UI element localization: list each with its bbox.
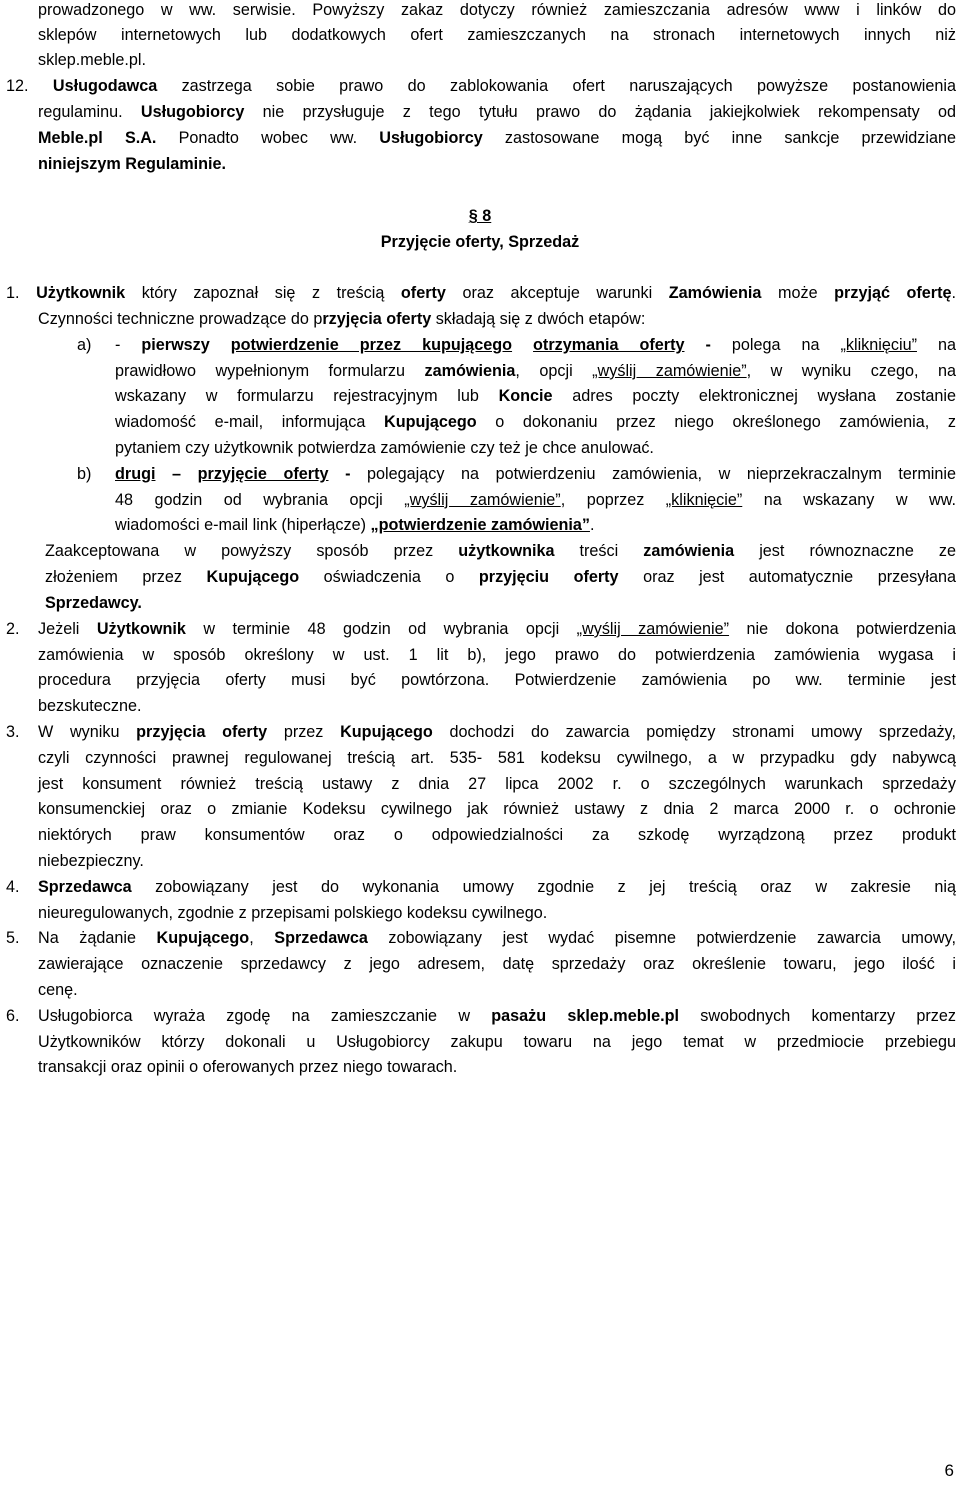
text-run: 12.	[6, 77, 53, 95]
bold-text-run: Sprzedawca	[38, 878, 132, 896]
text-line	[38, 1003, 956, 1029]
text-line	[38, 22, 956, 48]
bold-text-run: oferty	[400, 284, 446, 302]
text-run: wskazany w formularzu rejestracyjnym lub	[115, 387, 499, 405]
list-label	[77, 461, 91, 487]
text-run: .	[589, 516, 595, 534]
bold-text-run: zamówienia	[643, 542, 735, 560]
text-run: o dokonaniu przez niego określonego zamówienia, z	[476, 413, 956, 431]
text-run: swobodnych komentarzy przez	[678, 1007, 956, 1025]
list-number	[6, 925, 20, 951]
text-run: zamówienia w sposób określony w ust. 1 lit b), jego prawo do potwierdzenia zamówienia wygasa i	[38, 646, 956, 664]
bold-text-run: Koncie	[498, 387, 553, 405]
bold-text-run: -	[684, 336, 732, 354]
text-line	[38, 667, 956, 693]
bold-text-run: Użytkownik	[36, 284, 126, 302]
text-run: , poprzez	[560, 491, 666, 509]
text-line	[115, 332, 956, 358]
section-title	[0, 229, 960, 255]
text-line	[38, 99, 956, 125]
text-run: , opcji	[515, 362, 593, 380]
bold-text-run: Usługodawca	[52, 77, 158, 95]
text-run: złożeniem przez	[45, 568, 207, 586]
text-run: składają się z dwóch etapów:	[431, 310, 646, 328]
text-line	[38, 796, 956, 822]
text-line	[45, 564, 956, 590]
text-run: Użytkowników którzy dokonali u Usługobiorcy zakupu towaru na jego temat w przedmiocie przebiegu	[38, 1033, 956, 1051]
text-run: „kliknięcie”	[665, 491, 743, 509]
bold-text-run: Użytkownik	[96, 620, 186, 638]
bold-text-run: § 8	[468, 207, 492, 225]
section-number	[0, 203, 960, 229]
bold-text-run: Kupującego	[206, 568, 300, 586]
text-run: ,	[249, 929, 275, 947]
bold-text-run: przyjęcia oferty	[136, 723, 268, 741]
text-run: oraz akceptuje warunki	[445, 284, 669, 302]
bold-text-run: Kupującego	[384, 413, 477, 431]
text-run: może	[761, 284, 835, 302]
bold-text-run: Kupującego	[340, 723, 433, 741]
text-run	[512, 336, 533, 354]
list-number	[6, 616, 20, 642]
text-run: 3.	[6, 723, 20, 741]
text-run: „wyślij zamówienie”	[404, 491, 561, 509]
text-line	[38, 822, 956, 848]
text-line	[115, 435, 654, 461]
text-line	[115, 358, 956, 384]
text-line	[38, 47, 146, 73]
text-run: .	[951, 284, 956, 302]
text-line	[6, 280, 956, 306]
text-run: oraz jest automatycznie przesyłana	[618, 568, 956, 586]
text-run: Usługobiorca wyraża zgodę na zamieszczanie w	[38, 1007, 492, 1025]
bold-text-run: Zamówienia	[668, 284, 762, 302]
text-run: a)	[77, 336, 92, 354]
text-line	[38, 151, 226, 177]
bold-text-run: pasażu sklep.meble.pl	[491, 1007, 679, 1025]
text-run: wiadomości e-mail link (hiperłącze)	[115, 516, 371, 534]
text-line	[115, 383, 956, 409]
bold-text-run: -	[328, 465, 368, 483]
bold-text-run: Usługobiorcy	[379, 129, 483, 147]
text-line	[38, 771, 956, 797]
text-run: 5.	[6, 929, 20, 947]
bold-text-run: rzyjęcia oferty	[322, 310, 432, 328]
text-run: 48 godzin od wybrania opcji	[115, 491, 405, 509]
text-run: 1.	[6, 284, 37, 302]
text-run: regulaminu.	[38, 103, 141, 121]
bold-text-run: otrzymania oferty	[533, 336, 685, 354]
text-run: transakcji oraz opinii o oferowanych przez niego towarach.	[38, 1058, 458, 1076]
text-line	[38, 1054, 457, 1080]
text-run	[210, 336, 231, 354]
text-line	[115, 409, 956, 435]
text-line	[38, 900, 547, 926]
text-line	[6, 73, 956, 99]
list-number	[6, 719, 20, 745]
bold-text-run: drugi	[115, 465, 156, 483]
page-number: 6	[944, 1461, 954, 1480]
text-line	[38, 951, 956, 977]
text-run: Jeżeli	[38, 620, 97, 638]
text-run: nie dokona potwierdzenia	[729, 620, 957, 638]
bold-text-run: Usługobiorcy	[140, 103, 245, 121]
bold-text-run: –	[155, 465, 198, 483]
text-run: konsumenckiej oraz o zmianie Kodeksu cywilnego jak również ustawy z dnia 2 marca 2000 r. o ochronie	[38, 800, 956, 818]
text-run: dochodzi do zawarcia pomiędzy stronami umowy sprzedaży,	[432, 723, 956, 741]
text-run: polega na	[731, 336, 841, 354]
text-line	[38, 1029, 956, 1055]
list-number	[6, 1003, 20, 1029]
text-run: niektórych praw konsumentów oraz o odpowiedzialności za szkodę wyrządzoną przez produkt	[38, 826, 956, 844]
text-run: przez	[267, 723, 341, 741]
text-line	[38, 125, 956, 151]
text-run: sklep.meble.pl.	[38, 51, 146, 69]
bold-text-run: Przyjęcie oferty, Sprzedaż	[380, 233, 580, 251]
text-run: cenę.	[38, 981, 78, 999]
text-run: 4.	[6, 878, 20, 896]
text-run: bezskuteczne.	[38, 697, 142, 715]
text-run: „kliknięciu”	[840, 336, 917, 354]
text-run: zawierające oznaczenie sprzedawcy z jego adresem, datę sprzedaży oraz określenie towaru, jego ilość i	[38, 955, 956, 973]
text-line	[115, 461, 956, 487]
list-label	[77, 332, 91, 358]
text-run: treści	[554, 542, 644, 560]
text-run: Ponadto wobec ww.	[156, 129, 380, 147]
bold-text-run: przyjęciu oferty	[478, 568, 619, 586]
text-run: polegający na potwierdzeniu zamówienia, w nieprzekraczalnym terminie	[367, 465, 957, 483]
text-run: zobowiązany jest wydać pisemne potwierdzenie zawarcia umowy,	[367, 929, 956, 947]
bold-text-run: potwierdzenie przez kupującego	[230, 336, 513, 354]
text-run: „wyślij zamówienie”	[576, 620, 730, 638]
text-run: b)	[77, 465, 92, 483]
text-line	[38, 977, 78, 1003]
bold-text-run: „potwierdzenie zamówienia”	[370, 516, 590, 534]
text-run: „wyślij zamówienie”	[592, 362, 747, 380]
text-line	[38, 306, 645, 332]
bold-text-run: Sprzedawcy.	[45, 594, 142, 612]
text-run: prowadzonego w ww. serwisie. Powyższy zakaz dotyczy również zamieszczania adresów www i linków do	[38, 1, 956, 19]
text-run: nieuregulowanych, zgodnie z przepisami polskiego kodeksu cywilnego.	[38, 904, 548, 922]
bold-text-run: Sprzedawca	[274, 929, 368, 947]
text-run: na wskazany w ww.	[742, 491, 957, 509]
text-line	[38, 616, 956, 642]
text-line	[38, 693, 141, 719]
text-run: Czynności techniczne prowadzące do p	[38, 310, 323, 328]
bold-text-run: przyjęcie oferty	[197, 465, 329, 483]
text-run: , w wyniku czego, na	[746, 362, 956, 380]
text-run: pytaniem czy użytkownik potwierdza zamówienie czy też je chce anulować.	[115, 439, 654, 457]
text-run: zobowiązany jest do wykonania umowy zgodnie z jej treścią oraz w zakresie nią	[131, 878, 956, 896]
text-run: który zapoznał się z treścią	[125, 284, 401, 302]
bold-text-run: pierwszy	[141, 336, 210, 354]
text-run: oświadczenia o	[299, 568, 479, 586]
text-run: W wyniku	[38, 723, 137, 741]
text-line	[115, 487, 956, 513]
text-run: procedura przyjęcia oferty musi być powtórzona. Potwierdzenie zamówienia po ww. terminie jest	[38, 671, 956, 689]
text-line	[38, 874, 956, 900]
text-line	[115, 512, 594, 538]
text-run: sklepów internetowych lub dodatkowych ofert zamieszczanych na stronach internetowych innych niż	[38, 26, 956, 44]
text-run: wiadomość e-mail, informująca	[115, 413, 384, 431]
text-line	[38, 925, 956, 951]
text-run: Zaakceptowana w powyższy sposób przez	[45, 542, 459, 560]
text-run: 6.	[6, 1007, 20, 1025]
text-run: adres poczty elektronicznej wysłana zostanie	[552, 387, 956, 405]
text-line	[45, 538, 956, 564]
text-run: jest równoznaczne ze	[734, 542, 956, 560]
text-line	[38, 0, 956, 23]
text-run: Na żądanie	[38, 929, 157, 947]
text-run: czyli czynności prawnej regulowanej treścią art. 535- 581 kodeksu cywilnego, a w przypadku gdy nabywcą	[38, 749, 956, 767]
text-line	[38, 848, 144, 874]
bold-text-run: Kupującego	[156, 929, 250, 947]
text-run: zastosowane mogą być inne sankcje przewidziane	[482, 129, 956, 147]
text-run: jest konsument również treścią ustawy z dnia 27 lipca 2002 r. o szczególnych warunkach sprzedaży	[38, 775, 956, 793]
text-run: niebezpieczny.	[38, 852, 144, 870]
text-run: 2.	[6, 620, 20, 638]
bold-text-run: zamówienia	[424, 362, 516, 380]
text-line	[38, 745, 956, 771]
list-number	[6, 874, 20, 900]
text-run: prawidłowo wypełnionym formularzu	[115, 362, 425, 380]
bold-text-run: użytkownika	[458, 542, 555, 560]
text-line	[38, 642, 956, 668]
text-run: nie przysługuje z tego tytułu prawo do żądania jakiejkolwiek rekompensaty od	[244, 103, 956, 121]
text-run: -	[115, 336, 142, 354]
text-run: na	[916, 336, 956, 354]
text-line	[45, 590, 142, 616]
text-run: zastrzega sobie prawo do zablokowania ofert naruszających powyższe postanowienia	[157, 77, 956, 95]
text-line	[38, 719, 956, 745]
bold-text-run: przyjąć ofertę	[834, 284, 952, 302]
text-run: w terminie 48 godzin od wybrania opcji	[185, 620, 577, 638]
bold-text-run: niniejszym Regulaminie.	[38, 155, 227, 173]
bold-text-run: Meble.pl S.A.	[38, 129, 157, 147]
